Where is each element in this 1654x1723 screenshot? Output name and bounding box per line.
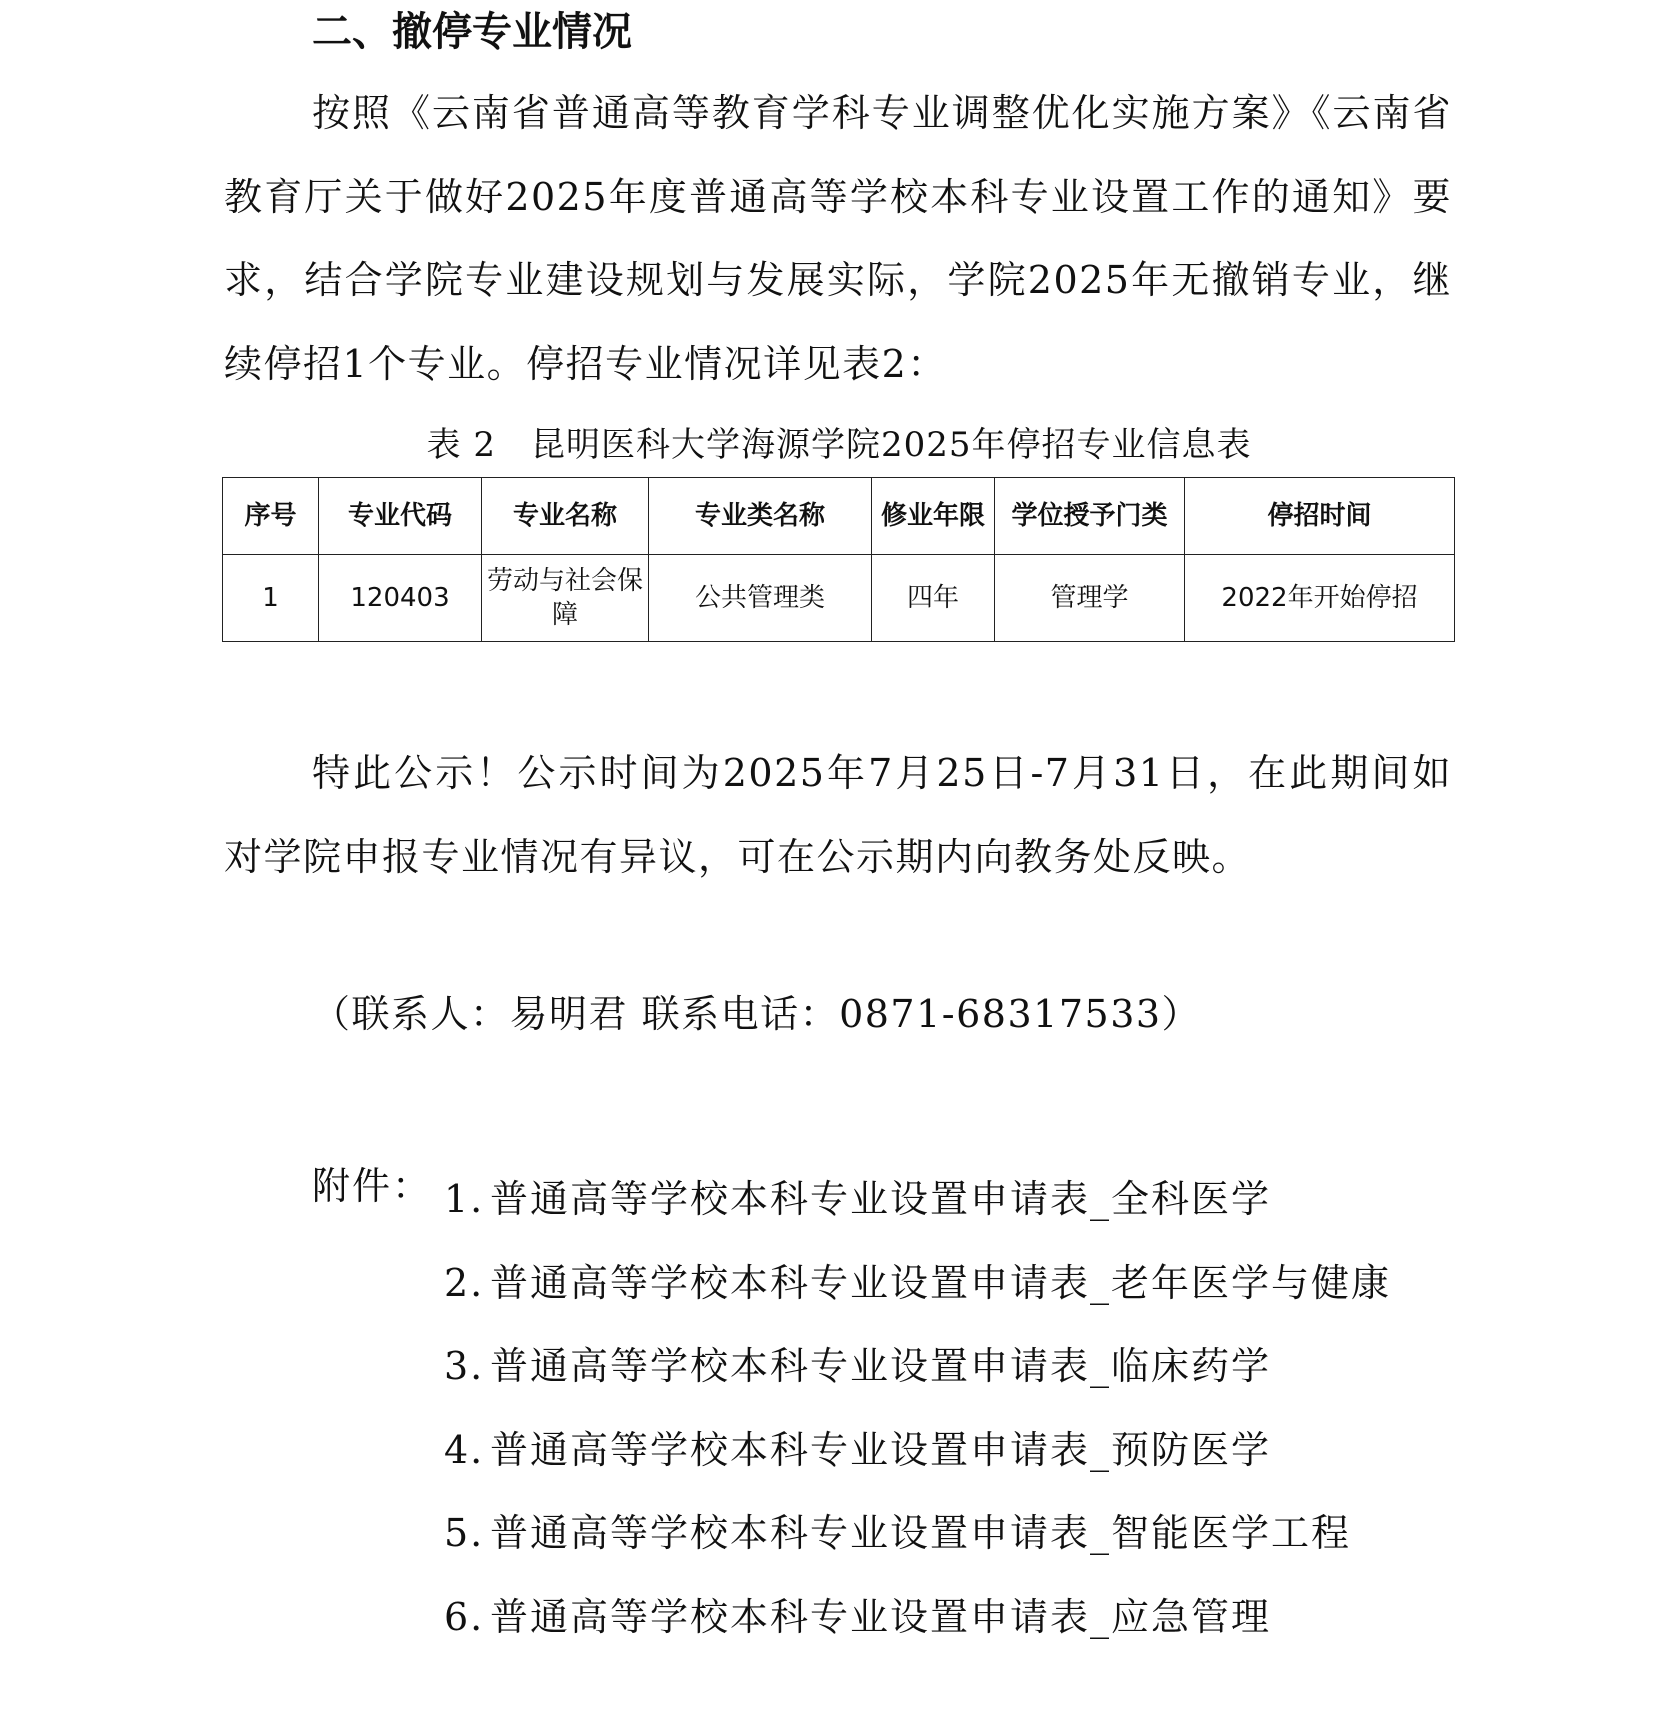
list-item[interactable]	[444, 1409, 1456, 1493]
header-major-category: 专业类名称	[649, 478, 872, 555]
contact-line: （联系人：易明君 联系电话：0871-68317533）	[312, 992, 1202, 1036]
section-heading: 二、撤停专业情况	[312, 9, 632, 55]
cell-stop-time: 2022年开始停招	[1185, 555, 1455, 642]
table-header-row	[223, 478, 1455, 555]
header-stop-time: 停招时间	[1185, 478, 1455, 555]
attachments-label: 附件：	[312, 1164, 433, 1208]
attachment-title: 普通高等学校本科专业设置申请表_全科医学	[490, 1177, 1272, 1221]
cell-study-years: 四年	[872, 555, 995, 642]
notice-paragraph: 特此公示！公示时间为2025年7月25日-7月31日，在此期间如对学院申报专业情况有异议，可在公示期内向教务处反映。	[224, 751, 1452, 879]
list-item[interactable]	[444, 1242, 1456, 1326]
attachment-number: 2.	[444, 1260, 485, 1305]
list-item[interactable]	[444, 1325, 1456, 1409]
discontinued-majors-table	[222, 477, 1455, 642]
attachment-number: 4.	[444, 1427, 485, 1472]
list-item[interactable]	[444, 1492, 1456, 1576]
attachment-number: 3.	[444, 1344, 485, 1388]
table-caption: 表 2 昆明医科大学海源学院2025年停招专业信息表	[426, 425, 1252, 465]
header-major-name: 专业名称	[482, 478, 649, 555]
attachment-number: 6.	[444, 1594, 485, 1639]
cell-index: 1	[223, 555, 319, 642]
cell-major-name: 劳动与社会保障	[482, 555, 649, 642]
cell-degree-category: 管理学	[995, 555, 1185, 642]
header-study-years: 修业年限	[872, 478, 995, 555]
table-row	[223, 555, 1455, 642]
attachment-title: 普通高等学校本科专业设置申请表_老年医学与健康	[490, 1260, 1392, 1305]
attachment-number: 1.	[444, 1177, 485, 1221]
attachment-title: 普通高等学校本科专业设置申请表_预防医学	[490, 1427, 1272, 1472]
attachment-title: 普通高等学校本科专业设置申请表_应急管理	[490, 1594, 1272, 1639]
header-major-code: 专业代码	[319, 478, 482, 555]
header-index: 序号	[223, 478, 319, 555]
attachments-list	[444, 1158, 1456, 1659]
list-item[interactable]	[444, 1158, 1456, 1242]
cell-major-category: 公共管理类	[649, 555, 872, 642]
list-item[interactable]	[444, 1576, 1456, 1660]
header-degree-category: 学位授予门类	[995, 478, 1185, 555]
attachment-number: 5.	[444, 1511, 485, 1555]
cell-major-code: 120403	[319, 555, 482, 642]
attachment-title: 普通高等学校本科专业设置申请表_临床药学	[490, 1344, 1272, 1388]
attachment-title: 普通高等学校本科专业设置申请表_智能医学工程	[490, 1511, 1352, 1555]
intro-paragraph: 按照《云南省普通高等教育学科专业调整优化实施方案》《云南省教育厅关于做好2025年度普通高等学校本科专业设置工作的通知》要求，结合学院专业建设规划与发展实际，学院2025年无撤销专业，继续停招1个专业。停招专业情况详见表2：	[224, 91, 1452, 386]
